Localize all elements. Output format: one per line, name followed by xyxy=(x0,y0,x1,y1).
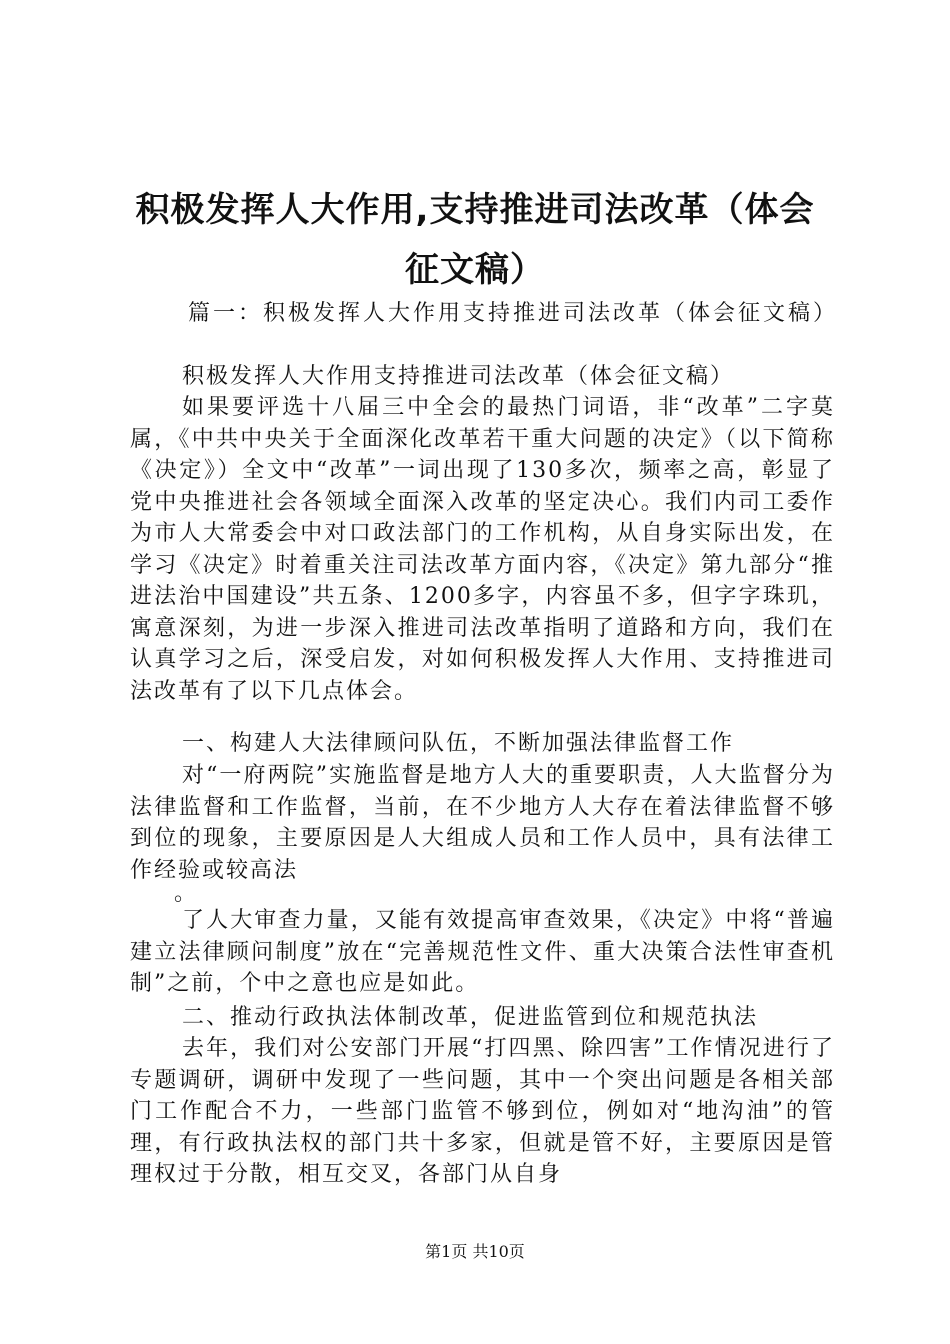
paragraph-fragment-mark: 。 xyxy=(174,881,199,906)
paragraph-subtitle: 积极发挥人大作用支持推进司法改革（体会征文稿） xyxy=(182,364,735,389)
paragraph-heading-part-one: 篇一：积极发挥人大作用支持推进司法改革（体会征文稿） xyxy=(188,301,839,326)
document-title-line-1: 积极发挥人大作用,支持推进司法改革（体会 xyxy=(135,190,815,230)
paragraph-section-1-continued: 了人大审查力量，又能有效提高审查效果，《决定》中将“普遍建立法律顾问制度”放在“完善规范性文件、重大决策合法性审查机制”之前，个中之意也应是如此。 xyxy=(130,908,835,996)
section-heading-2: 二、推动行政执法体制改革，促进监管到位和规范执法 xyxy=(182,1005,759,1030)
paragraph-intro: 如果要评选十八届三中全会的最热门词语，非“改革”二字莫属，《中共中央关于全面深化改革若干重大问题的决定》（以下简称《决定》）全文中“改革”一词出现了130多次，频率之高，彰显了党中央推进社会各领域全面深入改革的坚定决心。我们内司工委作为市人大常委会中对口政法部门的工作机构，从自身实际出发，在学习《决定》时着重关注司法改革方面内容，《决定》第九部分“推进法治中国建设”共五条、1200多字，内容虽不多，但字字珠玑，寓意深刻，为进一步深入推进司法改革指明了道路和方向，我们在认真学习之后，深受启发，对如何积极发挥人大作用、支持推进司法改革有了以下几点体会。 xyxy=(130,395,835,704)
paragraph-section-2: 去年，我们对公安部门开展“打四黑、除四害”工作情况进行了专题调研，调研中发现了一些问题，其中一个突出问题是各相关部门工作配合不力，一些部门监管不够到位，例如对“地沟油”的管理，有行政执法权的部门共十多家，但就是管不好，主要原因是管理权过于分散，相互交叉，各部门从自身 xyxy=(130,1036,835,1187)
section-heading-1: 一、构建人大法律顾问队伍，不断加强法律监督工作 xyxy=(182,731,735,756)
document-title-line-2: 征文稿） xyxy=(405,250,545,290)
paragraph-section-1: 对“一府两院”实施监督是地方人大的重要职责，人大监督分为法律监督和工作监督，当前，在不少地方人大存在着法律监督不够到位的现象，主要原因是人大组成人员和工作人员中，具有法律工作经验或较高法 xyxy=(130,763,835,883)
page-footer: 第1页 共10页 xyxy=(425,1242,525,1261)
